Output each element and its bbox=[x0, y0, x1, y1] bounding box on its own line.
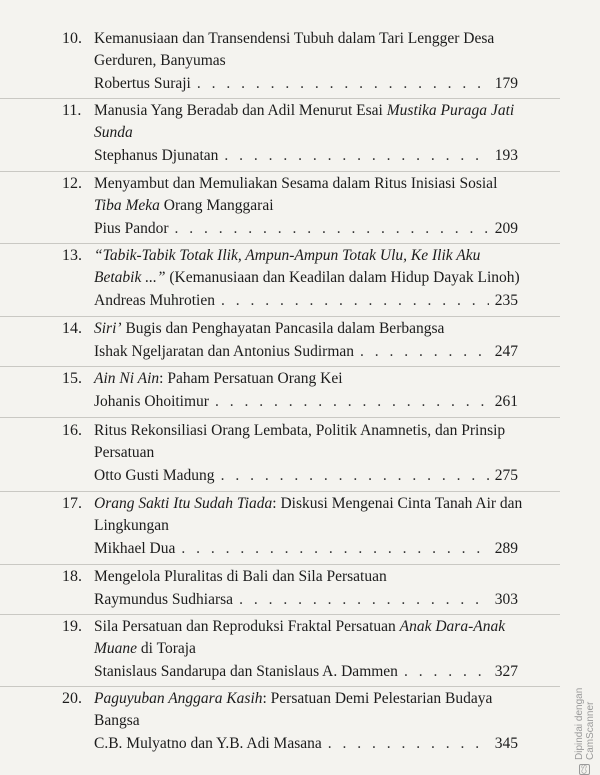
entry-number: 14. bbox=[62, 320, 82, 337]
entry-author: Otto Gusti Madung bbox=[94, 467, 215, 484]
author-line bbox=[94, 733, 518, 755]
dot-leader bbox=[221, 290, 489, 312]
toc-entry bbox=[0, 100, 560, 172]
entry-title bbox=[94, 368, 524, 390]
entry-author: Mikhael Dua bbox=[94, 540, 176, 557]
dot-leader bbox=[175, 218, 489, 240]
title-segment: : Paham Persatuan Orang Kei bbox=[159, 370, 343, 387]
toc-entry bbox=[0, 688, 560, 758]
entry-page-number: 327 bbox=[494, 663, 518, 680]
entry-title bbox=[94, 318, 524, 340]
dot-leader bbox=[404, 661, 489, 683]
dot-leader bbox=[197, 73, 489, 95]
author-line bbox=[94, 290, 518, 312]
entry-author: Ishak Ngeljaratan dan Antonius Sudirman bbox=[94, 343, 355, 360]
toc-entry bbox=[0, 566, 560, 615]
entry-number: 18. bbox=[62, 568, 82, 585]
toc-entry bbox=[0, 318, 560, 367]
entry-author: Pius Pandor bbox=[94, 220, 169, 237]
dot-leader bbox=[181, 538, 488, 560]
entry-page-number: 345 bbox=[494, 735, 518, 752]
author-line bbox=[94, 391, 518, 413]
entry-author: Raymundus Sudhiarsa bbox=[94, 591, 234, 608]
entry-author: C.B. Mulyatno dan Y.B. Adi Masana bbox=[94, 735, 322, 752]
dot-leader bbox=[215, 391, 489, 413]
title-segment: Mengelola Pluralitas di Bali dan Sila Persatuan bbox=[94, 568, 387, 585]
title-segment: Ritus Rekonsiliasi Orang Lembata, Politik Anamnetis, dan Prinsip Persatuan bbox=[94, 422, 506, 461]
title-segment: (Kemanusiaan dan Keadilan dalam Hidup Dayak Linoh) bbox=[165, 269, 520, 286]
toc-entry bbox=[0, 173, 560, 244]
scanner-watermark bbox=[574, 640, 596, 775]
title-segment: Orang Manggarai bbox=[159, 197, 274, 214]
entry-author: Stephanus Djunatan bbox=[94, 147, 219, 164]
entry-number: 20. bbox=[62, 690, 82, 707]
watermark-text: Dipindai dengan CamScanner bbox=[574, 687, 596, 760]
dot-leader bbox=[221, 465, 489, 487]
title-segment: Siri’ bbox=[94, 320, 122, 337]
title-segment: Manusia Yang Beradab dan Adil Menurut Esai bbox=[94, 102, 387, 119]
title-segment: Orang Sakti Itu Sudah Tiada bbox=[94, 495, 273, 512]
entry-title bbox=[94, 100, 524, 144]
entry-title bbox=[94, 173, 524, 217]
title-segment: Kemanusiaan dan Transendensi Tubuh dalam Tari Lengger Desa Gerduren, Banyumas bbox=[94, 30, 495, 69]
title-segment: Menyambut dan Memuliakan Sesama dalam Ritus Inisiasi Sosial bbox=[94, 175, 498, 192]
author-line bbox=[94, 538, 518, 560]
camscanner-icon: CS bbox=[581, 764, 589, 774]
title-segment: Mustika Puraga Jati Sunda bbox=[94, 102, 515, 141]
title-segment: Tiba Meka bbox=[94, 197, 160, 214]
author-line bbox=[94, 218, 518, 240]
title-segment: “Tabik-Tabik Totak Ilik, Ampun-Ampun Totak Ulu, Ke Ilik Aku Betabik ...” bbox=[94, 247, 481, 286]
toc-entry bbox=[0, 420, 560, 492]
author-line bbox=[94, 341, 518, 363]
entry-page-number: 209 bbox=[494, 220, 518, 237]
toc-entry bbox=[0, 368, 560, 418]
entry-number: 10. bbox=[62, 30, 82, 47]
title-segment: Bugis dan Penghayatan Pancasila dalam Berbangsa bbox=[121, 320, 445, 337]
dot-leader bbox=[239, 589, 489, 611]
entry-number: 12. bbox=[62, 175, 82, 192]
entry-page-number: 179 bbox=[494, 75, 518, 92]
entry-number: 13. bbox=[62, 247, 82, 264]
author-line bbox=[94, 589, 518, 611]
entry-page-number: 303 bbox=[494, 591, 518, 608]
toc-entry bbox=[0, 493, 560, 565]
title-segment: : Persatuan Demi Pelestarian Budaya Bangsa bbox=[94, 690, 493, 729]
entry-author: Stanislaus Sandarupa dan Stanislaus A. Dammen bbox=[94, 663, 398, 680]
entry-page-number: 247 bbox=[494, 343, 518, 360]
entry-title bbox=[94, 28, 524, 72]
toc-entry bbox=[0, 616, 560, 687]
entry-page-number: 235 bbox=[494, 292, 518, 309]
entry-number: 15. bbox=[62, 370, 82, 387]
dot-leader bbox=[328, 733, 489, 755]
author-line bbox=[94, 661, 518, 683]
entry-page-number: 289 bbox=[494, 540, 518, 557]
author-line bbox=[94, 73, 518, 95]
entry-number: 16. bbox=[62, 422, 82, 439]
title-segment: Paguyuban Anggara Kasih bbox=[94, 690, 263, 707]
entry-title bbox=[94, 245, 524, 289]
entry-title bbox=[94, 688, 524, 732]
title-segment: Anak Dara-Anak Muane bbox=[94, 618, 506, 657]
author-line bbox=[94, 465, 518, 487]
toc-entry bbox=[0, 28, 560, 99]
entry-author: Robertus Suraji bbox=[94, 75, 191, 92]
entry-number: 11. bbox=[62, 102, 82, 119]
dot-leader bbox=[360, 341, 489, 363]
entry-title bbox=[94, 616, 524, 660]
dot-leader bbox=[224, 145, 488, 167]
author-line bbox=[94, 145, 518, 167]
entry-title bbox=[94, 566, 524, 588]
toc-entry bbox=[0, 245, 560, 317]
entry-title bbox=[94, 493, 524, 537]
entry-number: 19. bbox=[62, 618, 82, 635]
entry-page-number: 261 bbox=[494, 393, 518, 410]
entry-author: Andreas Muhrotien bbox=[94, 292, 215, 309]
title-segment: di Toraja bbox=[137, 640, 196, 657]
title-segment: : Diskusi Mengenai Cinta Tanah Air dan Lingkungan bbox=[94, 495, 523, 534]
entry-number: 17. bbox=[62, 495, 82, 512]
entry-title bbox=[94, 420, 524, 464]
entry-page-number: 275 bbox=[494, 467, 518, 484]
title-segment: Ain Ni Ain bbox=[94, 370, 160, 387]
entry-page-number: 193 bbox=[494, 147, 518, 164]
title-segment: Sila Persatuan dan Reproduksi Fraktal Persatuan bbox=[94, 618, 400, 635]
entry-author: Johanis Ohoitimur bbox=[94, 393, 209, 410]
